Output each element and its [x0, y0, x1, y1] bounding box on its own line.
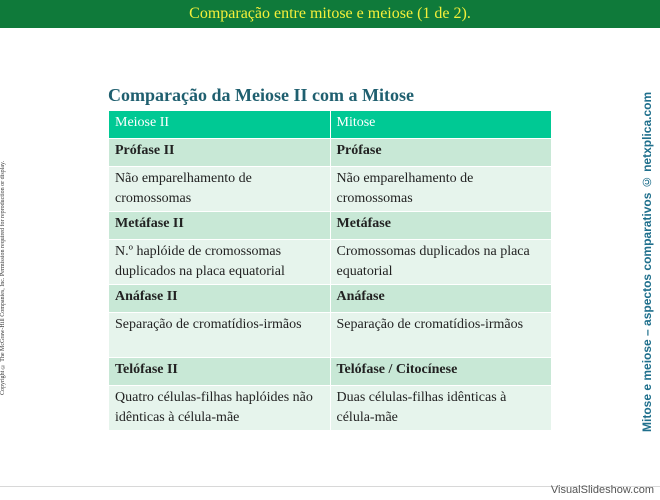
table-header-row — [109, 111, 552, 139]
table-row — [109, 212, 552, 240]
header-cell-meiose: Meiose II — [109, 111, 331, 139]
table-cell: Metáfase — [330, 212, 552, 240]
table-cell: Anáfase II — [109, 285, 331, 313]
table-cell: Separação de cromatídios-irmãos — [109, 313, 331, 358]
slide-header-title: Comparação entre mitose e meiose (1 de 2). — [189, 5, 471, 22]
table-row — [109, 139, 552, 167]
table-cell: Duas células-filhas idênticas à célula-mãe — [330, 386, 552, 431]
table-cell: Não emparelhamento de cromossomas — [330, 167, 552, 212]
table-cell: Quatro células-filhas haplóides não idênticas à célula-mãe — [109, 386, 331, 431]
header-cell-mitose: Mitose — [330, 111, 552, 139]
table-row — [109, 386, 552, 431]
table-row — [109, 358, 552, 386]
side-credit-text: Mitose e meiose – aspectos comparativos © netxplica.com — [640, 91, 654, 432]
table-row — [109, 240, 552, 285]
slide-header-bar — [0, 0, 660, 28]
comparison-table — [108, 110, 552, 431]
table-cell: Anáfase — [330, 285, 552, 313]
slide-title: Comparação da Meiose II com a Mitose — [108, 85, 414, 105]
table-row — [109, 167, 552, 212]
copyright-notice: Copyright © The McGraw-Hill Companies, Inc. Permission required for reproduction or display. — [0, 160, 6, 395]
table-row — [109, 313, 552, 358]
table-cell: Não emparelhamento de cromossomas — [109, 167, 331, 212]
table-cell: Cromossomas duplicados na placa equatorial — [330, 240, 552, 285]
table-cell: Telófase II — [109, 358, 331, 386]
table-cell: Separação de cromatídios-irmãos — [330, 313, 552, 358]
table-cell: N.º haplóide de cromossomas duplicados na placa equatorial — [109, 240, 331, 285]
watermark-text: VisualSlideshow.com — [550, 484, 654, 496]
table-cell: Prófase — [330, 139, 552, 167]
table-cell: Metáfase II — [109, 212, 331, 240]
table-cell: Prófase II — [109, 139, 331, 167]
table-cell: Telófase / Citocínese — [330, 358, 552, 386]
table-row — [109, 285, 552, 313]
